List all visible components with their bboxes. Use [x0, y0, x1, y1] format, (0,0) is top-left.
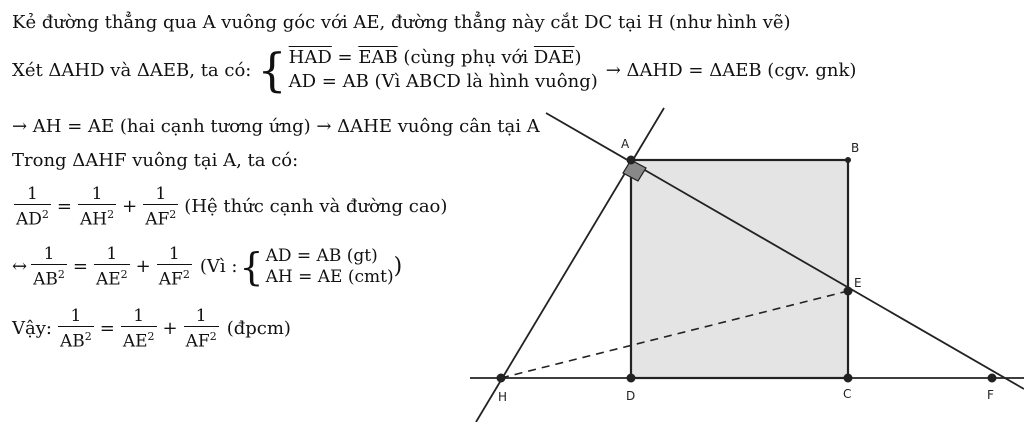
- fraction-1-over-AE2-c: $\frac{1}{AE^2}$: [122, 306, 155, 352]
- left-brace-icon: {: [257, 43, 287, 97]
- fraction-1-over-AF2-c: $\frac{1}{AF^2}$: [185, 306, 217, 352]
- point-c: [844, 374, 853, 383]
- point-b: [845, 157, 851, 163]
- fraction-1-over-AF2-b: $\frac{1}{AF^2}$: [158, 244, 190, 290]
- equation-note: (Hệ thức cạnh và đường cao): [184, 196, 448, 218]
- label-e: E: [854, 276, 862, 290]
- equation-altitude: $\frac{1}{AD^2}$ = $\frac{1}{AH^2}$ + $\frac{1}{AF^2}$ (Hệ thức cạnh và đường cao): [16, 184, 448, 230]
- label-b: B: [851, 141, 860, 155]
- point-f: [988, 374, 997, 383]
- left-brace-icon: {: [239, 244, 264, 289]
- label-a: A: [621, 137, 630, 151]
- label-f: F: [987, 388, 994, 402]
- point-a: [627, 156, 636, 165]
- comparison-result: → ΔAHD = ΔAEB (cgv. gnk): [605, 59, 857, 81]
- equation-substitution: ↔ $\frac{1}{AB^2}$ = $\frac{1}{AE^2}$ + $\frac{1}{AF^2}$ (Vì : { AD = AB (gt) AH = AE (cmt) ): [12, 244, 403, 290]
- point-d: [627, 374, 636, 383]
- substitution-system: { AD = AB (gt) AH = AE (cmt): [239, 244, 394, 289]
- point-e: [844, 287, 853, 296]
- label-d: D: [626, 389, 636, 403]
- fraction-1-over-AH2: $\frac{1}{AH^2}$: [80, 184, 115, 230]
- equation-conclusion: Vậy: $\frac{1}{AB^2}$ = $\frac{1}{AE^2}$ + $\frac{1}{AF^2}$ (đpcm): [12, 306, 291, 352]
- statement-right-triangle: Trong ΔAHF vuông tại A, ta có:: [12, 150, 299, 171]
- fraction-1-over-AB2-c: $\frac{1}{AB^2}$: [59, 306, 92, 352]
- system-row-sides: AD = AB (Vì ABCD là hình vuông): [288, 71, 598, 92]
- label-c: C: [843, 387, 852, 401]
- comparison-prefix: Xét ΔAHD và ΔAEB, ta có:: [12, 59, 252, 81]
- point-h: [497, 374, 506, 383]
- system-row-angles: $\overline{HAD} = \overline{EAB}$ (cùng phụ với $\overline{DAE}$): [288, 47, 582, 68]
- fraction-1-over-AE2: $\frac{1}{AE^2}$: [95, 244, 128, 290]
- statement-isosceles: → AH = AE (hai cạnh tương ứng) → ΔAHE vuông cân tại A: [12, 116, 540, 137]
- label-h: H: [498, 390, 508, 404]
- construction-text: Kẻ đường thẳng qua A vuông góc với AE, đường thẳng này cắt DC tại H (như hình vẽ): [12, 12, 791, 33]
- fraction-1-over-AF2: $\frac{1}{AF^2}$: [145, 184, 177, 230]
- fraction-1-over-AB2: $\frac{1}{AB^2}$: [33, 244, 65, 290]
- fraction-1-over-AD2: $\frac{1}{AD^2}$: [16, 184, 49, 230]
